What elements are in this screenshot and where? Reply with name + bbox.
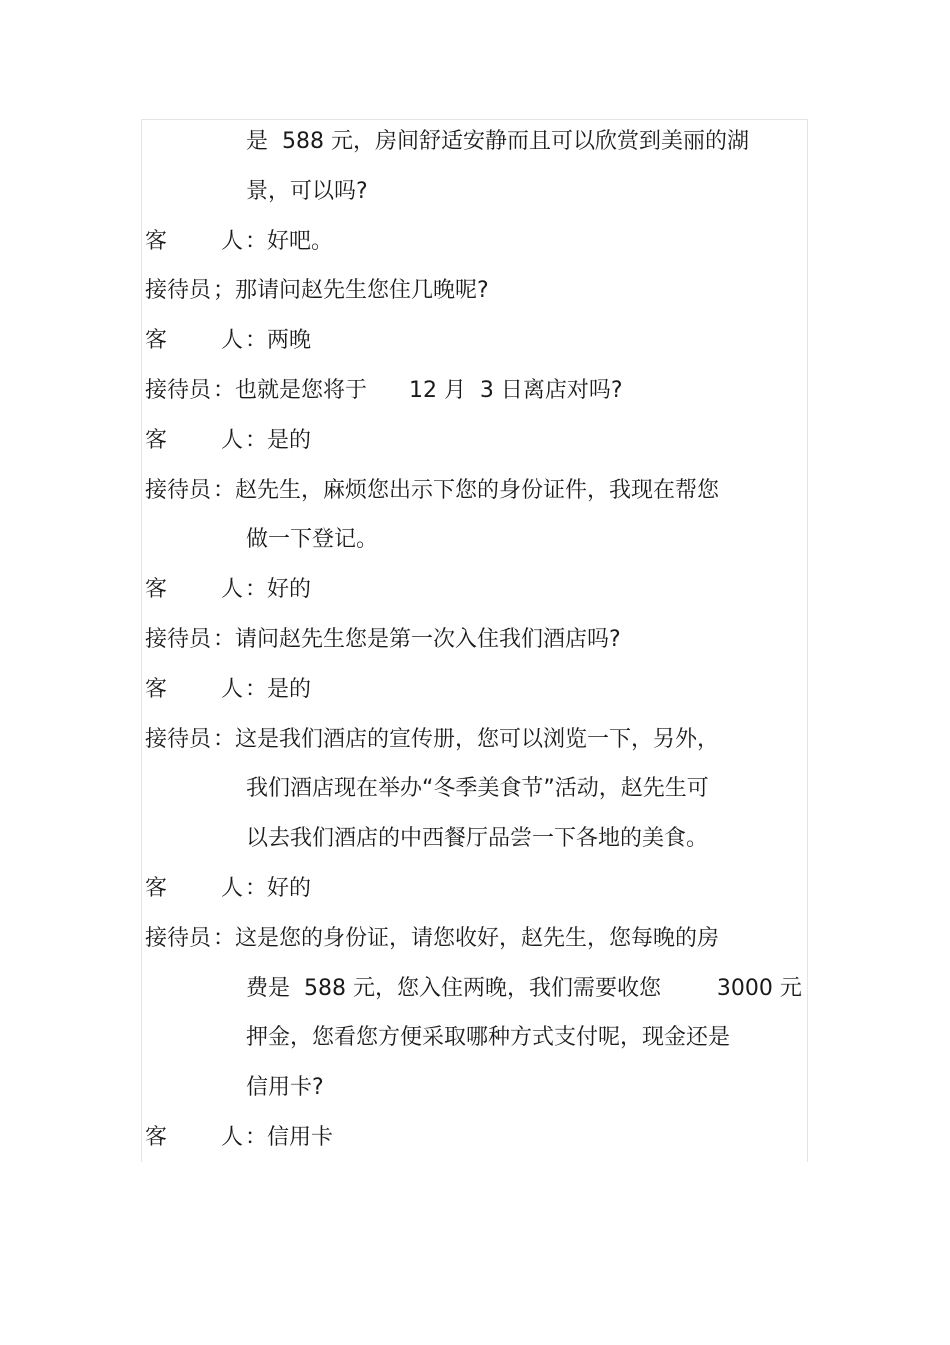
dialogue-line bbox=[0, 177, 950, 207]
speaker-label: 人 bbox=[221, 1125, 244, 1150]
dialogue-line bbox=[0, 127, 950, 157]
dialogue-text: 两晚 bbox=[267, 328, 312, 353]
speaker-separator: ： bbox=[213, 478, 236, 503]
speaker-separator: ： bbox=[213, 627, 236, 652]
speaker-label: 客 bbox=[145, 677, 168, 702]
dialogue-line bbox=[0, 575, 950, 605]
dialogue-continuation: 是 588 元，房间舒适安静而且可以欣赏到美丽的湖 bbox=[246, 129, 749, 154]
dialogue-line bbox=[0, 326, 950, 356]
dialogue-line bbox=[0, 525, 950, 555]
speaker-separator: ： bbox=[245, 577, 268, 602]
dialogue-text: 是的 bbox=[267, 677, 312, 702]
speaker-separator: ； bbox=[213, 278, 236, 303]
dialogue-line bbox=[0, 774, 950, 804]
dialogue-line bbox=[0, 276, 950, 306]
speaker-separator: ： bbox=[245, 229, 268, 254]
dialogue-line bbox=[0, 476, 950, 506]
dialogue-continuation: 信用卡? bbox=[246, 1075, 324, 1100]
dialogue-line bbox=[0, 874, 950, 904]
dialogue-text: 那请问赵先生您住几晚呢? bbox=[235, 278, 489, 303]
speaker-label: 人 bbox=[221, 229, 244, 254]
speaker-label: 客 bbox=[145, 1125, 168, 1150]
speaker-separator: ： bbox=[213, 378, 236, 403]
dialogue-continuation: 费是 588 元，您入住两晚，我们需要收您 3000 元 bbox=[246, 976, 802, 1001]
dialogue-line bbox=[0, 625, 950, 655]
dialogue-continuation: 以去我们酒店的中西餐厅品尝一下各地的美食。 bbox=[246, 826, 709, 851]
dialogue-text: 赵先生，麻烦您出示下您的身份证件，我现在帮您 bbox=[235, 478, 720, 503]
speaker-label: 接待员 bbox=[145, 627, 212, 652]
speaker-separator: ： bbox=[213, 926, 236, 951]
dialogue-text: 是的 bbox=[267, 428, 312, 453]
speaker-label: 客 bbox=[145, 876, 168, 901]
speaker-label: 接待员 bbox=[145, 727, 212, 752]
dialogue-line bbox=[0, 1023, 950, 1053]
dialogue-line bbox=[0, 675, 950, 705]
dialogue-text: 请问赵先生您是第一次入住我们酒店吗? bbox=[235, 627, 621, 652]
speaker-label: 人 bbox=[221, 876, 244, 901]
dialogue-continuation: 押金，您看您方便采取哪种方式支付呢，现金还是 bbox=[246, 1025, 731, 1050]
dialogue-line bbox=[0, 725, 950, 755]
speaker-label: 接待员 bbox=[145, 478, 212, 503]
dialogue-text: 这是您的身份证，请您收好，赵先生，您每晚的房 bbox=[235, 926, 720, 951]
dialogue-line bbox=[0, 824, 950, 854]
dialogue-text: 也就是您将于 12 月 3 日离店对吗? bbox=[235, 378, 623, 403]
speaker-label: 人 bbox=[221, 577, 244, 602]
dialogue-line bbox=[0, 426, 950, 456]
speaker-separator: ： bbox=[213, 727, 236, 752]
speaker-label: 客 bbox=[145, 328, 168, 353]
speaker-label: 人 bbox=[221, 677, 244, 702]
speaker-label: 人 bbox=[221, 428, 244, 453]
dialogue-line bbox=[0, 1123, 950, 1153]
speaker-separator: ： bbox=[245, 677, 268, 702]
speaker-separator: ： bbox=[245, 328, 268, 353]
dialogue-text: 好吧。 bbox=[267, 229, 334, 254]
dialogue-continuation: 做一下登记。 bbox=[246, 527, 379, 552]
dialogue-text: 这是我们酒店的宣传册，您可以浏览一下，另外， bbox=[235, 727, 720, 752]
dialogue-continuation: 我们酒店现在举办“冬季美食节”活动，赵先生可 bbox=[246, 776, 709, 801]
speaker-separator: ： bbox=[245, 876, 268, 901]
speaker-separator: ： bbox=[245, 1125, 268, 1150]
dialogue-text: 好的 bbox=[267, 876, 312, 901]
speaker-label: 客 bbox=[145, 229, 168, 254]
dialogue-line bbox=[0, 376, 950, 406]
dialogue-text: 好的 bbox=[267, 577, 312, 602]
speaker-label: 接待员 bbox=[145, 926, 212, 951]
speaker-label: 接待员 bbox=[145, 378, 212, 403]
dialogue-line bbox=[0, 227, 950, 257]
speaker-label: 人 bbox=[221, 328, 244, 353]
speaker-label: 客 bbox=[145, 577, 168, 602]
dialogue-continuation: 景，可以吗? bbox=[246, 179, 368, 204]
speaker-separator: ： bbox=[245, 428, 268, 453]
dialogue-line bbox=[0, 924, 950, 954]
dialogue-text: 信用卡 bbox=[267, 1125, 334, 1150]
dialogue-line bbox=[0, 974, 950, 1004]
speaker-label: 接待员 bbox=[145, 278, 212, 303]
speaker-label: 客 bbox=[145, 428, 168, 453]
dialogue-line bbox=[0, 1073, 950, 1103]
